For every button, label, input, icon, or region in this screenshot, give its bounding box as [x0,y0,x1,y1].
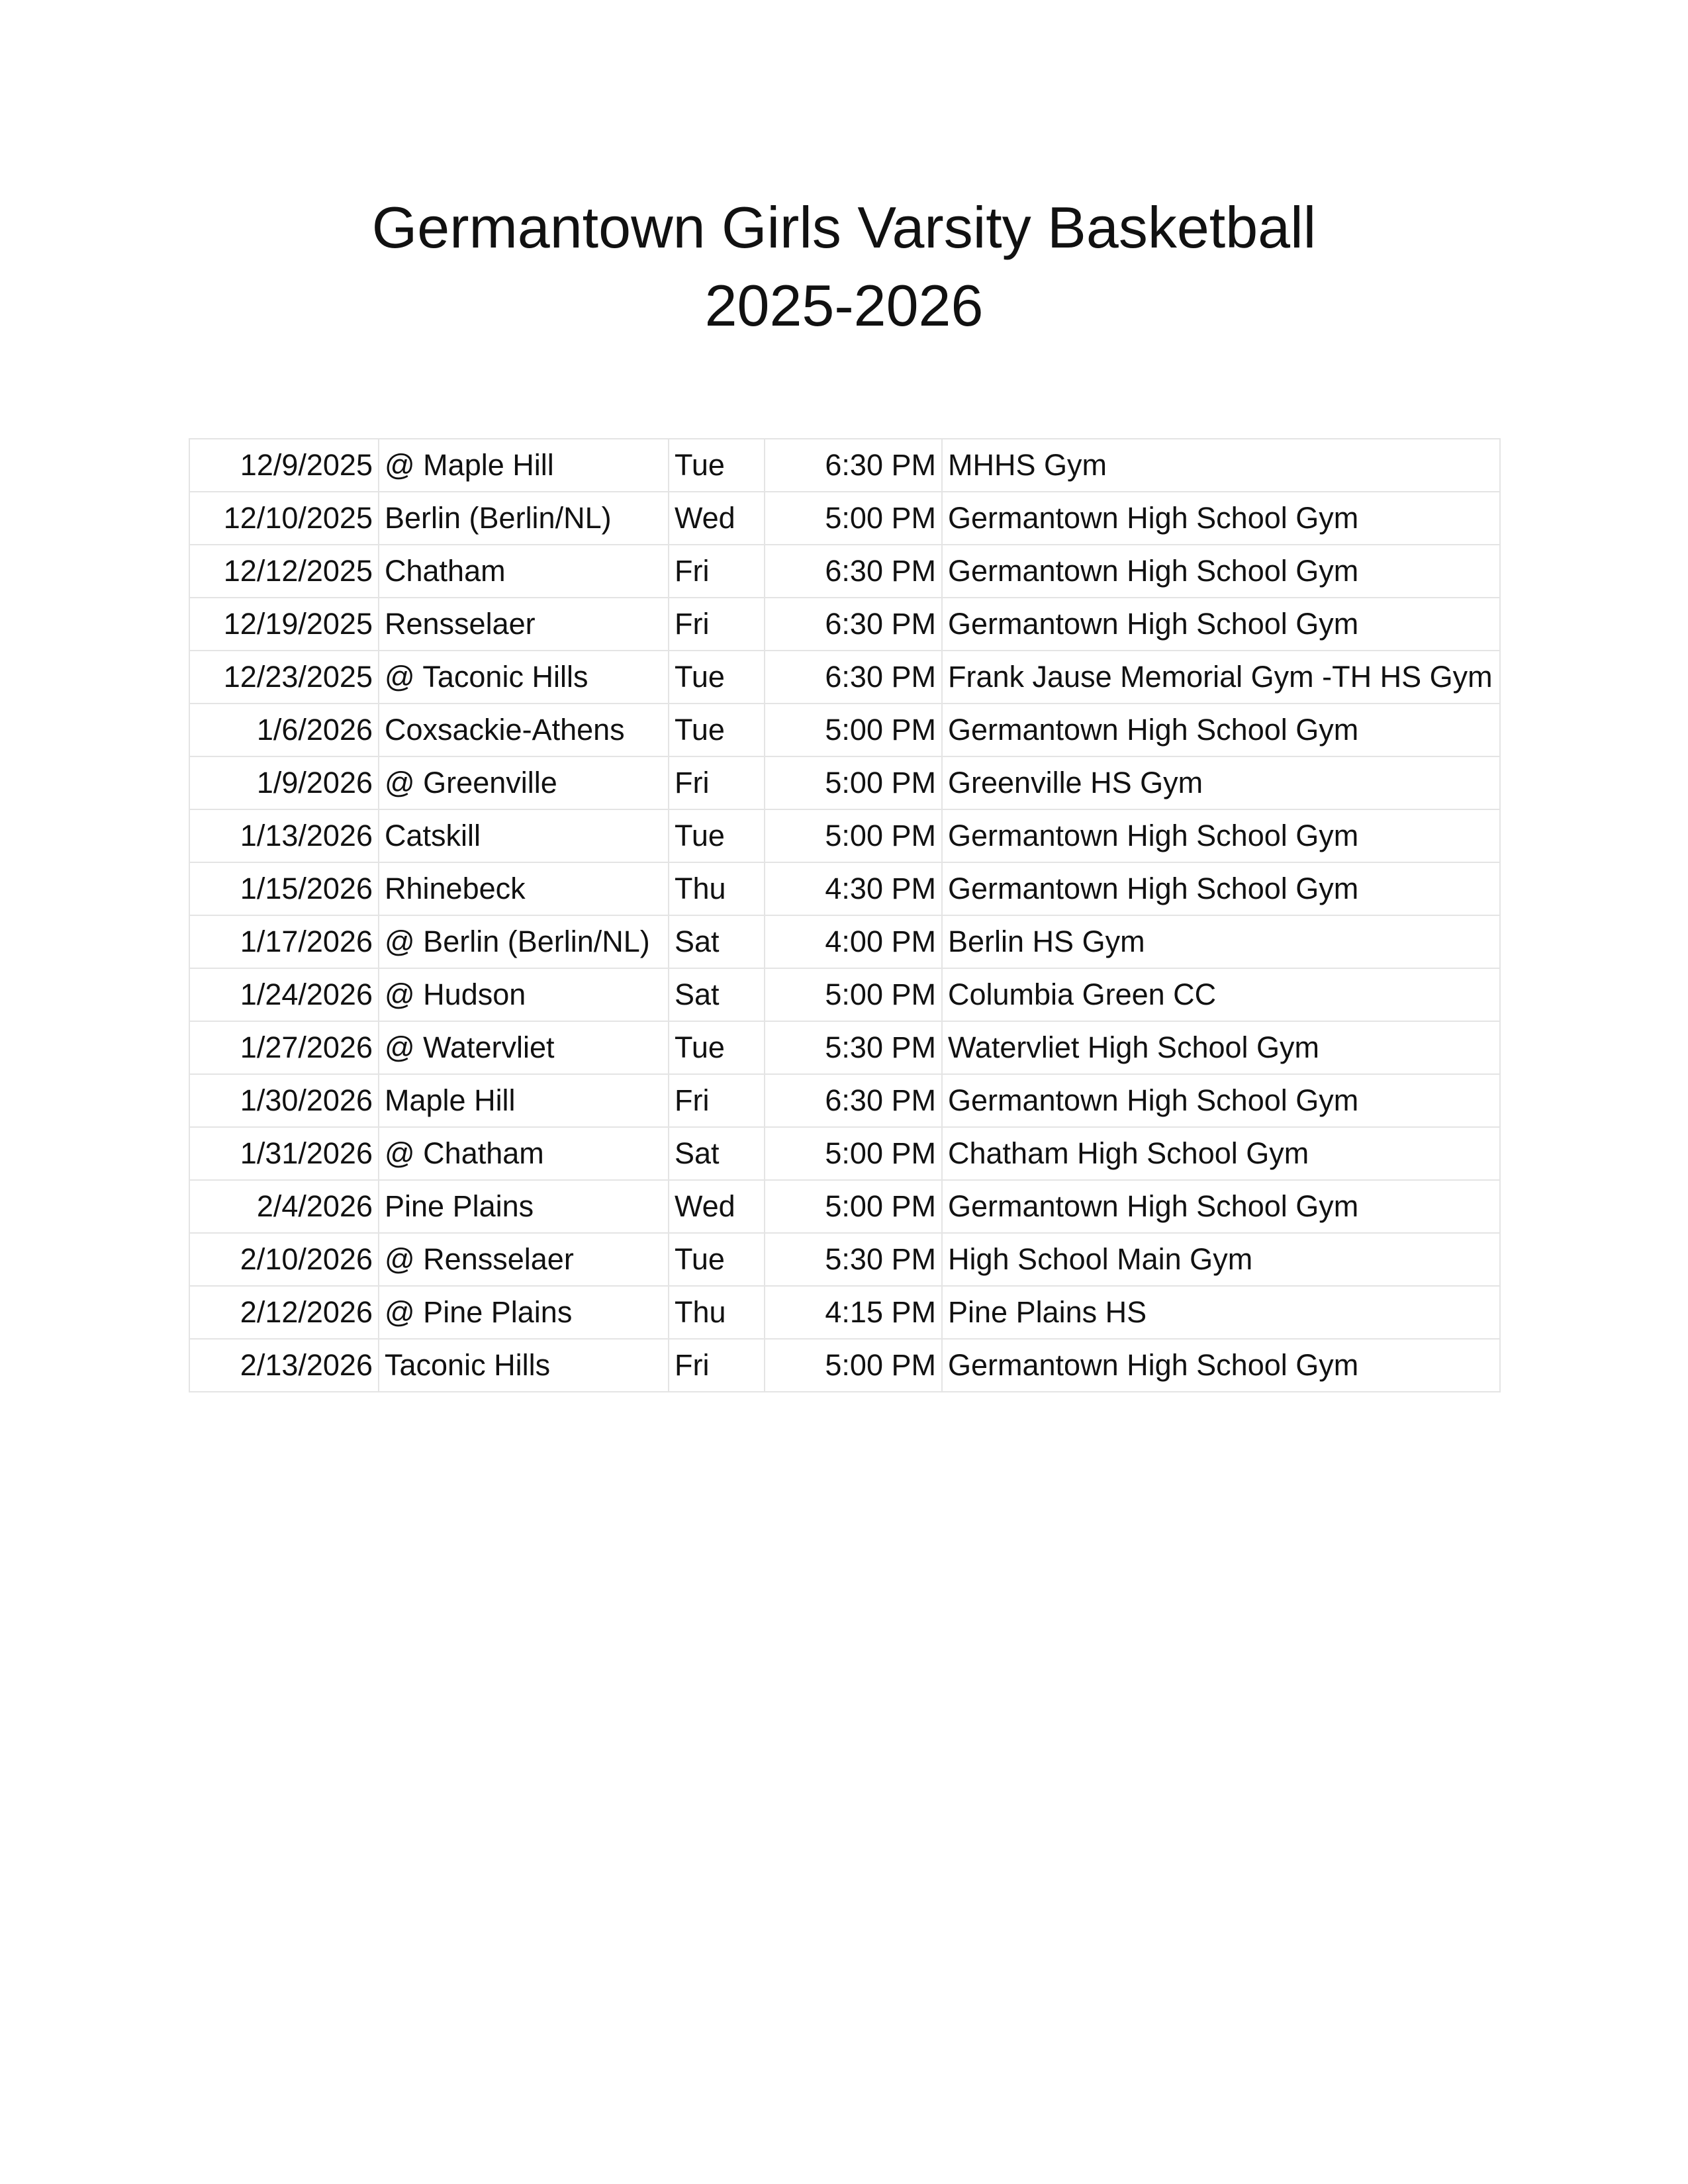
page-title: Germantown Girls Varsity Basketball [371,195,1317,260]
game-day: Thu [669,1286,765,1339]
schedule-row [189,1127,1500,1180]
game-location: Pine Plains HS [942,1286,1500,1339]
game-location: Germantown High School Gym [942,1180,1500,1233]
game-location: MHHS Gym [942,439,1500,492]
game-location: Chatham High School Gym [942,1127,1500,1180]
game-time: 5:00 PM [765,809,942,862]
game-day: Tue [669,651,765,704]
game-opponent: Pine Plains [379,1180,669,1233]
game-time: 5:00 PM [765,1127,942,1180]
schedule-row [189,915,1500,968]
schedule-body [189,439,1500,1392]
game-date: 1/9/2026 [189,756,379,809]
schedule-row [189,968,1500,1021]
game-time: 4:15 PM [765,1286,942,1339]
game-time: 4:00 PM [765,915,942,968]
game-opponent: Rhinebeck [379,862,669,915]
schedule-row [189,1021,1500,1074]
game-date: 1/31/2026 [189,1127,379,1180]
game-time: 6:30 PM [765,545,942,598]
game-time: 5:00 PM [765,704,942,756]
game-opponent: Taconic Hills [379,1339,669,1392]
game-location: Germantown High School Gym [942,545,1500,598]
game-date: 12/10/2025 [189,492,379,545]
schedule-table [189,438,1501,1392]
schedule-row [189,492,1500,545]
game-location: Berlin HS Gym [942,915,1500,968]
game-day: Fri [669,598,765,651]
game-date: 12/19/2025 [189,598,379,651]
game-opponent: Chatham [379,545,669,598]
schedule-row [189,704,1500,756]
game-date: 2/12/2026 [189,1286,379,1339]
game-location: Germantown High School Gym [942,1074,1500,1127]
schedule-row [189,1286,1500,1339]
game-opponent: @ Taconic Hills [379,651,669,704]
game-time: 5:30 PM [765,1233,942,1286]
game-date: 1/27/2026 [189,1021,379,1074]
game-date: 2/13/2026 [189,1339,379,1392]
game-day: Wed [669,492,765,545]
game-opponent: Rensselaer [379,598,669,651]
game-day: Thu [669,862,765,915]
game-day: Tue [669,1233,765,1286]
game-time: 4:30 PM [765,862,942,915]
game-location: High School Main Gym [942,1233,1500,1286]
game-location: Frank Jause Memorial Gym -TH HS Gym [942,651,1500,704]
game-date: 1/30/2026 [189,1074,379,1127]
season-subtitle: 2025-2026 [704,273,984,338]
game-opponent: Coxsackie-Athens [379,704,669,756]
game-location: Germantown High School Gym [942,492,1500,545]
schedule-row [189,1233,1500,1286]
game-opponent: @ Greenville [379,756,669,809]
game-day: Tue [669,809,765,862]
schedule-row [189,809,1500,862]
schedule-row [189,598,1500,651]
game-day: Sat [669,968,765,1021]
game-date: 12/12/2025 [189,545,379,598]
game-opponent: @ Pine Plains [379,1286,669,1339]
game-day: Tue [669,704,765,756]
game-day: Sat [669,915,765,968]
game-date: 1/15/2026 [189,862,379,915]
game-time: 6:30 PM [765,598,942,651]
game-time: 5:00 PM [765,1339,942,1392]
game-time: 5:30 PM [765,1021,942,1074]
game-opponent: @ Maple Hill [379,439,669,492]
game-time: 5:00 PM [765,968,942,1021]
game-opponent: @ Berlin (Berlin/NL) [379,915,669,968]
game-day: Sat [669,1127,765,1180]
document-header [0,189,1688,345]
game-opponent: Berlin (Berlin/NL) [379,492,669,545]
game-date: 1/24/2026 [189,968,379,1021]
game-location: Watervliet High School Gym [942,1021,1500,1074]
game-location: Germantown High School Gym [942,598,1500,651]
schedule-row [189,1074,1500,1127]
game-date: 12/23/2025 [189,651,379,704]
game-location: Greenville HS Gym [942,756,1500,809]
game-location: Columbia Green CC [942,968,1500,1021]
schedule-row [189,545,1500,598]
game-day: Tue [669,439,765,492]
game-date: 2/10/2026 [189,1233,379,1286]
game-time: 5:00 PM [765,1180,942,1233]
schedule-row [189,439,1500,492]
game-day: Fri [669,1339,765,1392]
schedule-row [189,1339,1500,1392]
game-day: Wed [669,1180,765,1233]
game-date: 1/17/2026 [189,915,379,968]
game-day: Fri [669,1074,765,1127]
game-date: 1/13/2026 [189,809,379,862]
game-time: 6:30 PM [765,1074,942,1127]
game-day: Fri [669,545,765,598]
game-date: 2/4/2026 [189,1180,379,1233]
game-opponent: @ Hudson [379,968,669,1021]
game-opponent: Maple Hill [379,1074,669,1127]
game-location: Germantown High School Gym [942,1339,1500,1392]
game-opponent: @ Watervliet [379,1021,669,1074]
game-time: 5:00 PM [765,756,942,809]
game-date: 12/9/2025 [189,439,379,492]
schedule-row [189,862,1500,915]
schedule-row [189,1180,1500,1233]
game-time: 6:30 PM [765,439,942,492]
game-opponent: @ Rensselaer [379,1233,669,1286]
game-opponent: Catskill [379,809,669,862]
game-opponent: @ Chatham [379,1127,669,1180]
game-location: Germantown High School Gym [942,809,1500,862]
schedule-row [189,651,1500,704]
game-time: 5:00 PM [765,492,942,545]
schedule-row [189,756,1500,809]
game-day: Tue [669,1021,765,1074]
game-location: Germantown High School Gym [942,704,1500,756]
game-location: Germantown High School Gym [942,862,1500,915]
game-day: Fri [669,756,765,809]
game-date: 1/6/2026 [189,704,379,756]
game-time: 6:30 PM [765,651,942,704]
